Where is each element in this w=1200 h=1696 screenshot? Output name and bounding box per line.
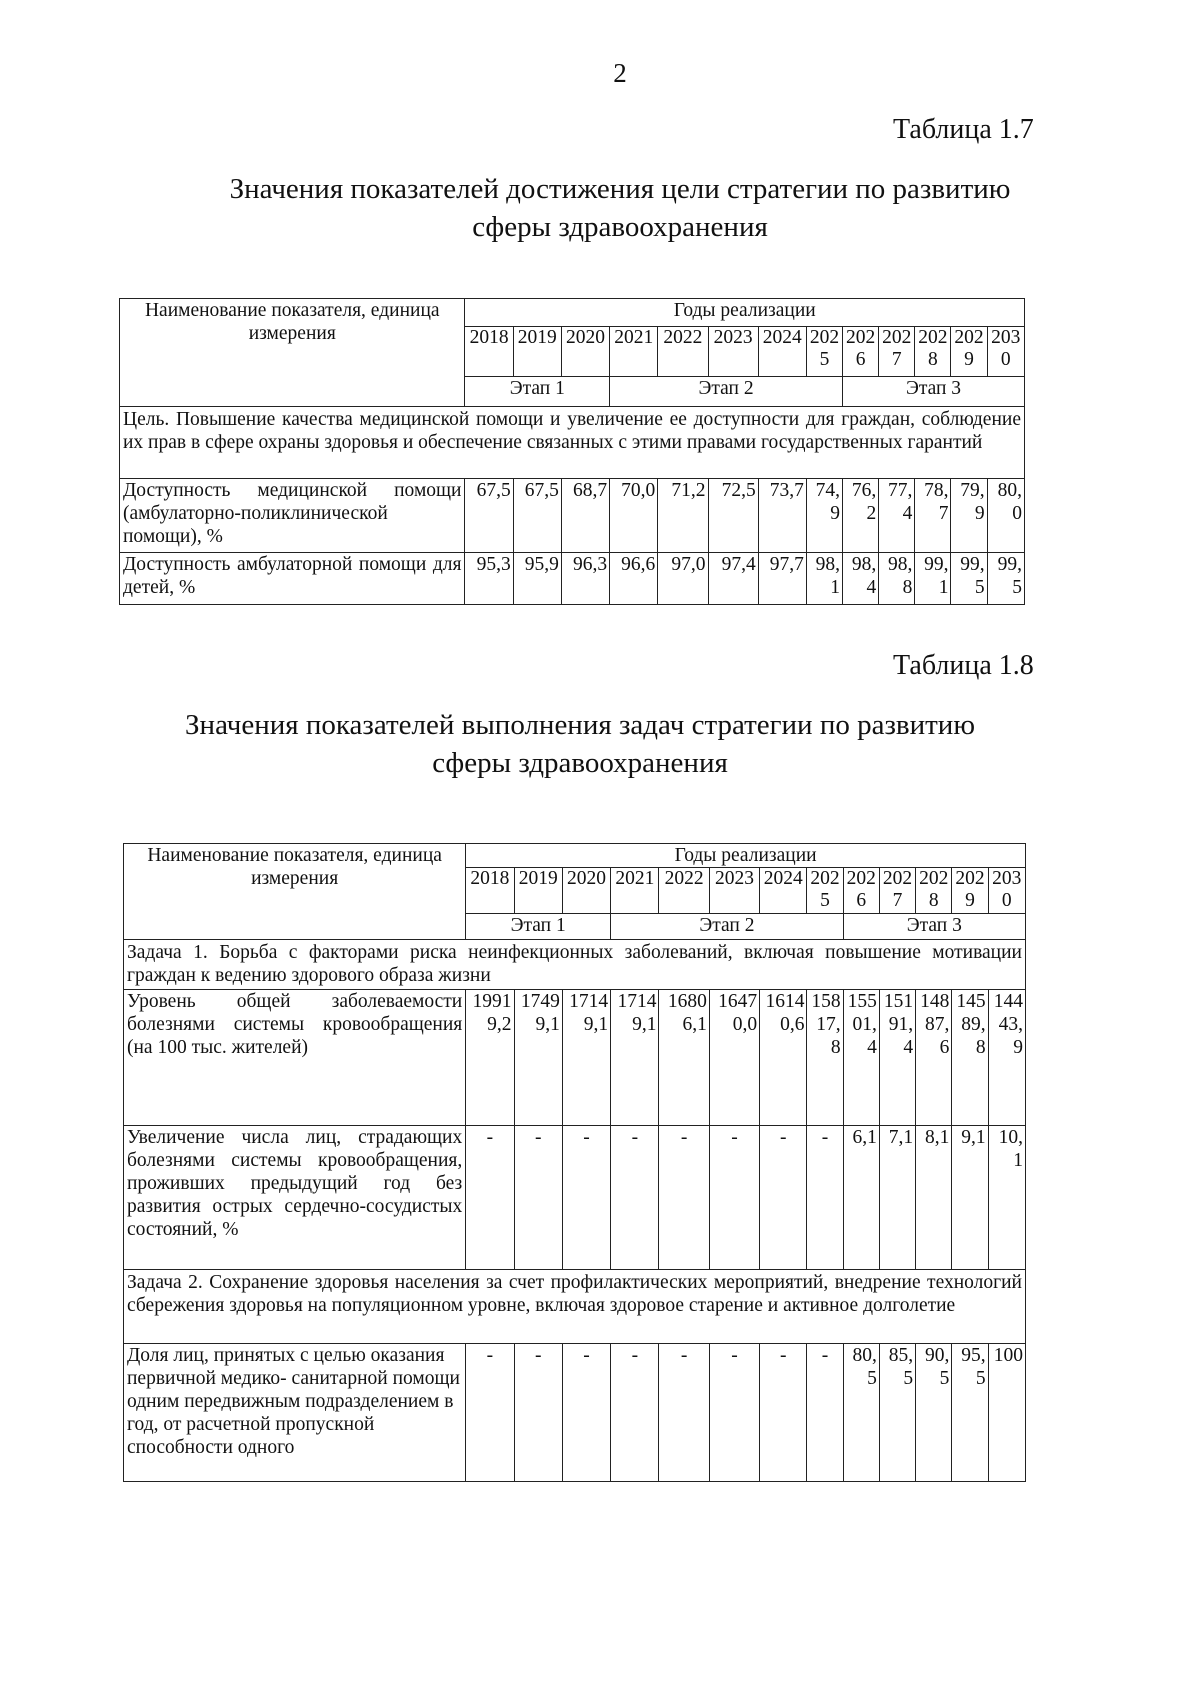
year-cell: 2020 bbox=[561, 327, 609, 377]
year-cell: 2018 bbox=[465, 327, 513, 377]
goal-cell: Цель. Повышение качества медицинской помощи и увеличение ее доступности для граждан, соблюдение их прав в сфере охраны здоровья и обеспечение связанных с этими правами государственных гарантий bbox=[120, 407, 1025, 479]
value-cell: 17499,1 bbox=[514, 990, 562, 1126]
value-cell: 9,1 bbox=[952, 1126, 988, 1270]
value-cell: 68,7 bbox=[561, 479, 609, 553]
value-cell: - bbox=[611, 1126, 659, 1270]
indicator-name-cell: Доля лиц, принятых с целью оказания первичной медико- санитарной помощи одним передвижным подразделением в год, от расчетной пропускной способности одного bbox=[124, 1344, 466, 1482]
value-cell: 15501,4 bbox=[843, 990, 879, 1126]
value-cell: - bbox=[709, 1344, 759, 1482]
value-cell: - bbox=[760, 1126, 807, 1270]
value-cell: 14589,8 bbox=[952, 990, 988, 1126]
year-cell: 2025 bbox=[807, 868, 843, 914]
task-2-cell: Задача 2. Сохранение здоровья населения за счет профилактических мероприятий, внедрение технологий сбережения здоровья на популяционном уровне, включая здоровое старение и активное долголетие bbox=[124, 1270, 1026, 1344]
value-cell: - bbox=[562, 1344, 610, 1482]
year-cell: 2024 bbox=[760, 868, 807, 914]
value-cell: 72,5 bbox=[708, 479, 758, 553]
year-cell: 2026 bbox=[843, 868, 879, 914]
table-1-8 bbox=[123, 843, 1026, 1482]
table-row bbox=[124, 990, 1026, 1126]
value-cell: 85,5 bbox=[879, 1344, 915, 1482]
year-cell: 2030 bbox=[988, 868, 1025, 914]
value-cell: 78,7 bbox=[915, 479, 951, 553]
value-cell: 67,5 bbox=[513, 479, 561, 553]
year-cell: 2027 bbox=[879, 868, 915, 914]
year-cell: 2028 bbox=[915, 327, 951, 377]
stage-1-cell: Этап 1 bbox=[466, 914, 611, 940]
value-cell: 73,7 bbox=[758, 479, 806, 553]
page-number: 2 bbox=[613, 58, 627, 88]
value-cell: 14887,6 bbox=[916, 990, 952, 1126]
value-cell: 98,8 bbox=[879, 553, 915, 605]
year-cell: 2023 bbox=[708, 327, 758, 377]
value-cell: 96,3 bbox=[561, 553, 609, 605]
stage-3-cell: Этап 3 bbox=[843, 377, 1025, 407]
year-cell: 2019 bbox=[514, 868, 562, 914]
value-cell: 95,9 bbox=[513, 553, 561, 605]
value-cell: - bbox=[659, 1126, 709, 1270]
year-cell: 2022 bbox=[658, 327, 708, 377]
table-row bbox=[120, 479, 1025, 553]
year-cell: 2024 bbox=[758, 327, 806, 377]
value-cell: 90,5 bbox=[916, 1344, 952, 1482]
value-cell: 76,2 bbox=[843, 479, 879, 553]
value-cell: 79,9 bbox=[951, 479, 987, 553]
value-cell: 100 bbox=[988, 1344, 1025, 1482]
value-cell: - bbox=[562, 1126, 610, 1270]
value-cell: 67,5 bbox=[465, 479, 513, 553]
value-cell: 99,5 bbox=[951, 553, 987, 605]
year-cell: 2018 bbox=[466, 868, 514, 914]
year-cell: 2027 bbox=[879, 327, 915, 377]
table-1-7-title bbox=[120, 170, 1120, 246]
value-cell: 16140,6 bbox=[760, 990, 807, 1126]
value-cell: 16806,1 bbox=[659, 990, 709, 1126]
stage-2-cell: Этап 2 bbox=[610, 377, 843, 407]
stage-1-cell: Этап 1 bbox=[465, 377, 610, 407]
value-cell: 15191,4 bbox=[879, 990, 915, 1126]
value-cell: - bbox=[807, 1344, 843, 1482]
year-cell: 2019 bbox=[513, 327, 561, 377]
year-cell: 2021 bbox=[611, 868, 659, 914]
value-cell: 95,5 bbox=[952, 1344, 988, 1482]
value-cell: 70,0 bbox=[610, 479, 658, 553]
value-cell: - bbox=[466, 1344, 514, 1482]
indicator-name-cell: Доступность амбулаторной помощи для детей, % bbox=[120, 553, 465, 605]
year-cell: 2028 bbox=[916, 868, 952, 914]
value-cell: 19919,2 bbox=[466, 990, 514, 1126]
value-cell: 97,0 bbox=[658, 553, 708, 605]
value-cell: 97,4 bbox=[708, 553, 758, 605]
value-cell: - bbox=[611, 1344, 659, 1482]
value-cell: 97,7 bbox=[758, 553, 806, 605]
value-cell: 77,4 bbox=[879, 479, 915, 553]
table-row bbox=[124, 1126, 1026, 1270]
table-row bbox=[124, 1344, 1026, 1482]
year-cell: 2020 bbox=[562, 868, 610, 914]
value-cell: 16470,0 bbox=[709, 990, 759, 1126]
value-cell: 95,3 bbox=[465, 553, 513, 605]
table-1-7-label: Таблица 1.7 bbox=[893, 114, 1034, 145]
indicator-name-cell: Уровень общей заболеваемости болезнями системы кровообращения (на 100 тыс. жителей) bbox=[124, 990, 466, 1126]
value-cell: 6,1 bbox=[843, 1126, 879, 1270]
year-cell: 2029 bbox=[952, 868, 988, 914]
table-1-8-label: Таблица 1.8 bbox=[893, 650, 1034, 681]
indicator-name-cell: Увеличение числа лиц, страдающих болезнями системы кровообращения, проживших предыдущий год без развития острых сердечно-сосудистых состояний, % bbox=[124, 1126, 466, 1270]
value-cell: - bbox=[659, 1344, 709, 1482]
value-cell: 15817,8 bbox=[807, 990, 843, 1126]
value-cell: 14443,9 bbox=[988, 990, 1025, 1126]
value-cell: 98,1 bbox=[806, 553, 842, 605]
value-cell: 96,6 bbox=[610, 553, 658, 605]
year-cell: 2026 bbox=[843, 327, 879, 377]
value-cell: 8,1 bbox=[916, 1126, 952, 1270]
value-cell: 99,1 bbox=[915, 553, 951, 605]
year-cell: 2030 bbox=[987, 327, 1024, 377]
value-cell: - bbox=[709, 1126, 759, 1270]
header-years-cell: Годы реализации bbox=[465, 299, 1025, 327]
stage-2-cell: Этап 2 bbox=[611, 914, 844, 940]
indicator-name-cell: Доступность медицинской помощи (амбулаторно-поликлинической помощи), % bbox=[120, 479, 465, 553]
table-row bbox=[120, 553, 1025, 605]
value-cell: 71,2 bbox=[658, 479, 708, 553]
year-cell: 2021 bbox=[610, 327, 658, 377]
value-cell: - bbox=[807, 1126, 843, 1270]
value-cell: 80,5 bbox=[843, 1344, 879, 1482]
table-1-7-title-line2: сферы здравоохранения bbox=[472, 211, 768, 243]
value-cell: 74,9 bbox=[806, 479, 842, 553]
task-1-cell: Задача 1. Борьба с факторами риска неинфекционных заболеваний, включая повышение мотивации граждан к ведению здорового образа жизни bbox=[124, 940, 1026, 990]
value-cell: - bbox=[466, 1126, 514, 1270]
value-cell: - bbox=[514, 1344, 562, 1482]
year-cell: 2023 bbox=[709, 868, 759, 914]
stage-3-cell: Этап 3 bbox=[843, 914, 1025, 940]
year-cell: 2029 bbox=[951, 327, 987, 377]
table-1-7 bbox=[119, 298, 1025, 605]
value-cell: 80,0 bbox=[987, 479, 1024, 553]
value-cell: 17149,1 bbox=[562, 990, 610, 1126]
value-cell: 98,4 bbox=[843, 553, 879, 605]
value-cell: 7,1 bbox=[879, 1126, 915, 1270]
table-1-8-title-line1: Значения показателей выполнения задач стратегии по развитию bbox=[185, 709, 975, 741]
header-name-cell: Наименование показателя, единица измерения bbox=[124, 844, 466, 940]
table-1-7-title-line1: Значения показателей достижения цели стратегии по развитию bbox=[229, 173, 1011, 205]
value-cell: 17149,1 bbox=[611, 990, 659, 1126]
value-cell: - bbox=[760, 1344, 807, 1482]
value-cell: 10,1 bbox=[988, 1126, 1025, 1270]
year-cell: 2022 bbox=[659, 868, 709, 914]
table-1-8-title-line2: сферы здравоохранения bbox=[432, 747, 728, 779]
value-cell: 99,5 bbox=[987, 553, 1024, 605]
table-1-8-title bbox=[80, 706, 1080, 782]
value-cell: - bbox=[514, 1126, 562, 1270]
header-years-cell: Годы реализации bbox=[466, 844, 1026, 868]
year-cell: 2025 bbox=[806, 327, 842, 377]
header-name-cell: Наименование показателя, единица измерения bbox=[120, 299, 465, 407]
